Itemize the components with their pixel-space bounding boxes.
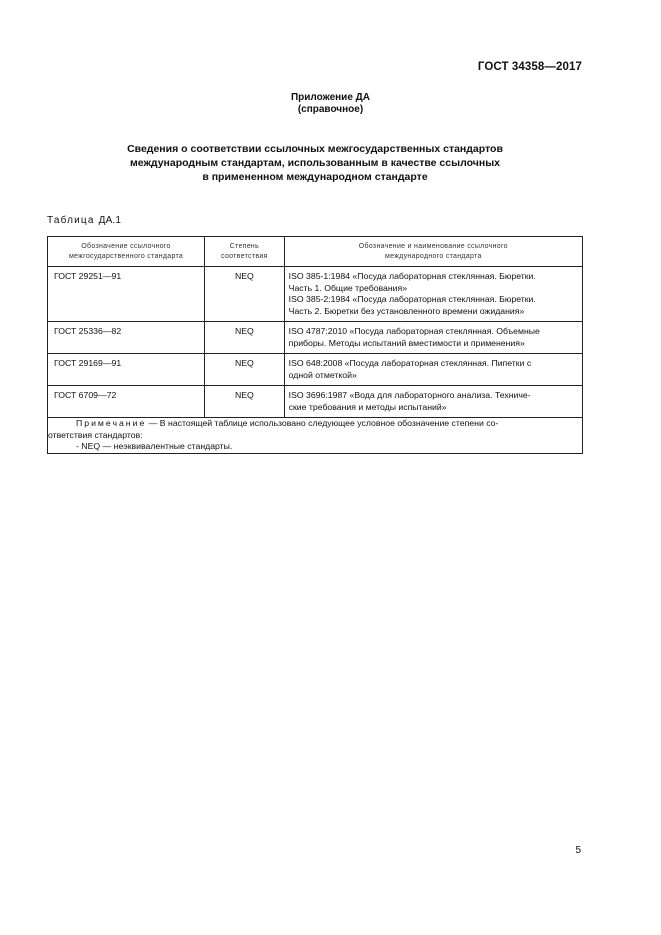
section-title <box>60 142 570 184</box>
table-caption <box>47 215 121 226</box>
table-note-row <box>48 418 583 454</box>
table-header-row <box>48 237 583 267</box>
table-row <box>48 354 583 386</box>
table-caption-word: Таблица <box>47 215 95 226</box>
column-header-gost: Обозначение ссылочного межгосударственного стандарта <box>48 237 205 267</box>
gost-designation: ГОСТ 29169—91 <box>54 358 122 368</box>
appendix-subtitle: (справочное) <box>297 104 364 115</box>
column-header-international: Обозначение и наименование ссылочного международного стандарта <box>284 237 582 267</box>
international-standard: ISO 385-1:1984 «Посуда лабораторная стеклянная. Бюретки. Часть 1. Общие требования» ISO 385-2:1984 «Посуда лабораторная стеклянная. Бюретки. Часть 2. Бюретки без установленного времени ожидания» <box>288 271 536 316</box>
column-header-degree: Степень соответствия <box>205 237 285 267</box>
gost-designation: ГОСТ 6709—72 <box>54 390 117 400</box>
international-standard: ISO 648:2008 «Посуда лабораторная стеклянная. Пипетки с одной отметкой» <box>288 358 532 380</box>
table-row <box>48 386 583 418</box>
standards-table <box>47 236 583 454</box>
note-text: ответствия стандартов: <box>48 429 143 440</box>
section-title-line: Сведения о соответствии ссылочных межгосударственных стандартов <box>127 143 503 155</box>
page-number: 5 <box>575 845 581 856</box>
international-standard: ISO 3696:1987 «Вода для лабораторного анализа. Техниче- ские требования и методы испытаний» <box>288 390 531 412</box>
degree-of-correspondence: NEQ <box>234 271 254 281</box>
degree-of-correspondence: NEQ <box>234 390 254 400</box>
table-caption-number: ДА.1 <box>98 215 122 226</box>
document-code: ГОСТ 34358—2017 <box>477 61 582 73</box>
appendix-heading <box>0 92 661 116</box>
table-row <box>48 267 583 322</box>
note-word: Примечание <box>76 418 147 428</box>
section-title-line: в примененном международном стандарте <box>202 171 428 183</box>
section-title-line: международным стандартам, использованным в качестве ссылочных <box>129 157 500 169</box>
note-text: — В настоящей таблице использовано следующее условное обозначение степени со- <box>146 418 499 428</box>
table-row <box>48 322 583 354</box>
note-text: - NEQ — неэквивалентные стандарты. <box>76 441 233 451</box>
gost-designation: ГОСТ 29251—91 <box>54 271 122 281</box>
international-standard: ISO 4787:2010 «Посуда лабораторная стеклянная. Объемные приборы. Методы испытаний вместимости и применения» <box>288 326 540 348</box>
degree-of-correspondence: NEQ <box>234 358 254 368</box>
gost-designation: ГОСТ 25336—82 <box>54 326 122 336</box>
degree-of-correspondence: NEQ <box>234 326 254 336</box>
appendix-title: Приложение ДА <box>290 92 371 103</box>
table-note <box>48 418 583 454</box>
